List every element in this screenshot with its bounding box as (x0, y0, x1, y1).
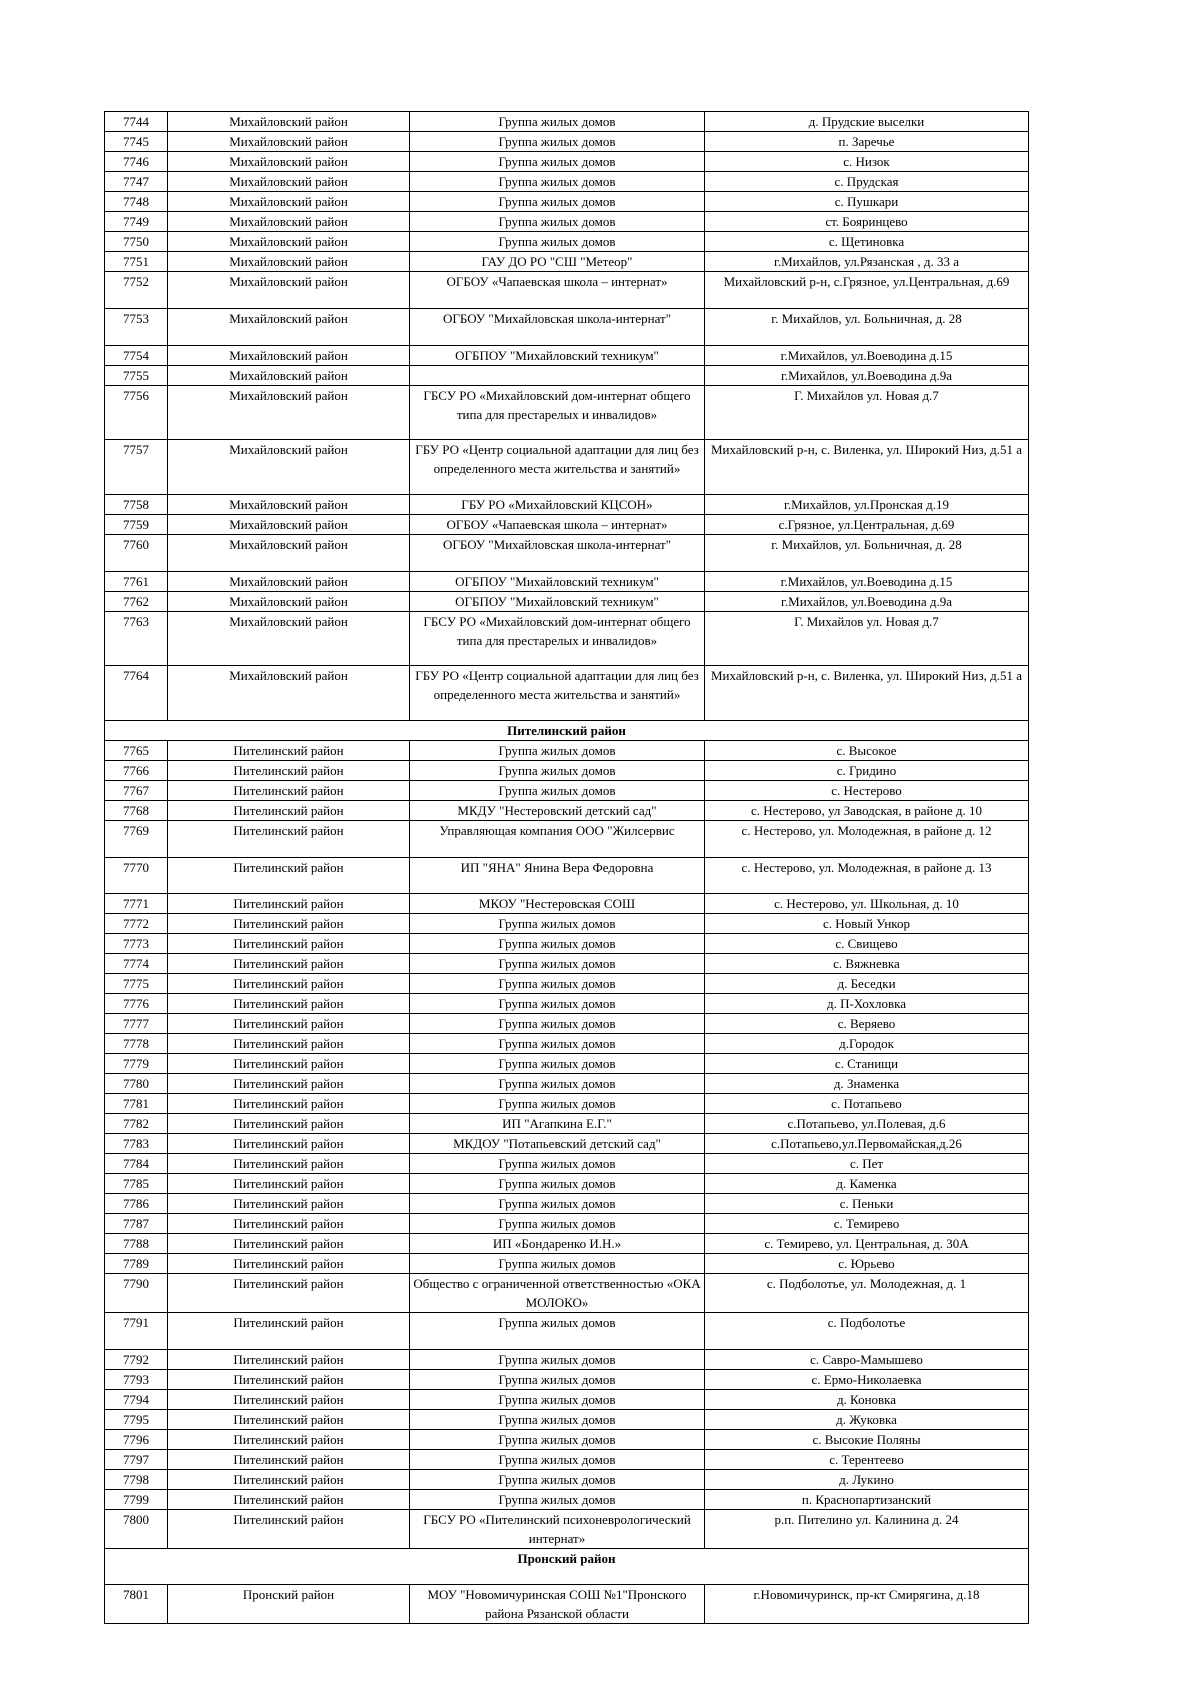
cell-address: г.Михайлов, ул.Воеводина д.15 (705, 346, 1029, 366)
cell-address: с. Высокие Поляны (705, 1430, 1029, 1450)
cell-address: г.Новомичуринск, пр-кт Смирягина, д.18 (705, 1585, 1029, 1624)
cell-number: 7789 (105, 1254, 168, 1274)
cell-object: Группа жилых домов (410, 994, 705, 1014)
cell-number: 7757 (105, 440, 168, 495)
cell-address: д. Прудские выселки (705, 112, 1029, 132)
cell-address: с. Юрьево (705, 1254, 1029, 1274)
cell-district: Пронский район (168, 1585, 410, 1624)
cell-object: Группа жилых домов (410, 914, 705, 934)
cell-district: Пителинский район (168, 1174, 410, 1194)
cell-district: Михайловский район (168, 612, 410, 666)
cell-district: Михайловский район (168, 346, 410, 366)
cell-object: ГБСУ РО «Михайловский дом-интернат общего типа для престарелых и инвалидов» (410, 386, 705, 440)
cell-district: Михайловский район (168, 192, 410, 212)
cell-address: с. Темирево (705, 1214, 1029, 1234)
table-row (105, 858, 1029, 894)
cell-object: МКДУ "Нестеровский детский сад" (410, 801, 705, 821)
cell-object: Группа жилых домов (410, 1174, 705, 1194)
cell-number: 7782 (105, 1114, 168, 1134)
cell-district: Пителинский район (168, 821, 410, 858)
cell-district: Михайловский район (168, 495, 410, 515)
table-row (105, 1114, 1029, 1134)
cell-address: д. Коновка (705, 1390, 1029, 1410)
table-row (105, 1074, 1029, 1094)
cell-address: с. Подболотье (705, 1313, 1029, 1350)
cell-object: Группа жилых домов (410, 1470, 705, 1490)
cell-number: 7785 (105, 1174, 168, 1194)
cell-number: 7751 (105, 252, 168, 272)
table-body (105, 112, 1029, 1624)
cell-object: Группа жилых домов (410, 192, 705, 212)
cell-number: 7749 (105, 212, 168, 232)
cell-district: Пителинский район (168, 1134, 410, 1154)
cell-number: 7744 (105, 112, 168, 132)
cell-address: с. Свищево (705, 934, 1029, 954)
cell-district: Пителинский район (168, 1054, 410, 1074)
cell-district: Пителинский район (168, 1034, 410, 1054)
cell-address: Михайловский р-н, с. Виленка, ул. Широкий Низ, д.51 а (705, 440, 1029, 495)
section-header-row (105, 721, 1029, 741)
table-row (105, 1154, 1029, 1174)
cell-number: 7761 (105, 572, 168, 592)
table-row (105, 535, 1029, 572)
cell-object: Группа жилых домов (410, 212, 705, 232)
cell-address: г. Михайлов, ул. Больничная, д. 28 (705, 535, 1029, 572)
cell-number: 7787 (105, 1214, 168, 1234)
cell-object: ГБСУ РО «Михайловский дом-интернат общего типа для престарелых и инвалидов» (410, 612, 705, 666)
table-row (105, 914, 1029, 934)
cell-object: Группа жилых домов (410, 934, 705, 954)
cell-address: г. Михайлов, ул. Больничная, д. 28 (705, 309, 1029, 346)
cell-number: 7769 (105, 821, 168, 858)
cell-address: п. Краснопартизанский (705, 1490, 1029, 1510)
cell-number: 7776 (105, 994, 168, 1014)
cell-object: Группа жилых домов (410, 954, 705, 974)
cell-district: Пителинский район (168, 1234, 410, 1254)
table-row (105, 821, 1029, 858)
cell-number: 7778 (105, 1034, 168, 1054)
cell-number: 7746 (105, 152, 168, 172)
cell-district: Пителинский район (168, 1254, 410, 1274)
table-row (105, 272, 1029, 309)
cell-district: Пителинский район (168, 801, 410, 821)
table-row (105, 152, 1029, 172)
cell-object: Группа жилых домов (410, 974, 705, 994)
cell-number: 7768 (105, 801, 168, 821)
cell-address: с. Нестерово, ул. Молодежная, в районе д. 13 (705, 858, 1029, 894)
cell-number: 7793 (105, 1370, 168, 1390)
table-row (105, 572, 1029, 592)
cell-number: 7766 (105, 761, 168, 781)
cell-address: г.Михайлов, ул.Воеводина д.9а (705, 366, 1029, 386)
table-row (105, 666, 1029, 721)
cell-object: Группа жилых домов (410, 1194, 705, 1214)
table-row (105, 1370, 1029, 1390)
cell-district: Михайловский район (168, 572, 410, 592)
cell-district: Пителинский район (168, 1114, 410, 1134)
cell-object: Группа жилых домов (410, 1490, 705, 1510)
table-row (105, 1254, 1029, 1274)
table-row (105, 1585, 1029, 1624)
cell-number: 7783 (105, 1134, 168, 1154)
cell-address: с. Станищи (705, 1054, 1029, 1074)
table-row (105, 612, 1029, 666)
cell-number: 7801 (105, 1585, 168, 1624)
cell-object: ОГБПОУ "Михайловский техникум" (410, 346, 705, 366)
cell-number: 7796 (105, 1430, 168, 1450)
cell-district: Пителинский район (168, 894, 410, 914)
cell-number: 7762 (105, 592, 168, 612)
cell-object: Группа жилых домов (410, 1370, 705, 1390)
cell-object: МКДОУ "Потапьевский детский сад" (410, 1134, 705, 1154)
cell-number: 7799 (105, 1490, 168, 1510)
cell-address: д. П-Хохловка (705, 994, 1029, 1014)
cell-number: 7786 (105, 1194, 168, 1214)
cell-number: 7763 (105, 612, 168, 666)
cell-address: г.Михайлов, ул.Воеводина д.15 (705, 572, 1029, 592)
cell-object: ГБУ РО «Центр социальной адаптации для лиц без определенного места жительства и занятий» (410, 666, 705, 721)
cell-object: МКОУ "Нестеровская СОШ (410, 894, 705, 914)
cell-district: Пителинский район (168, 858, 410, 894)
cell-address: с. Нестерово, ул. Школьная, д. 10 (705, 894, 1029, 914)
table-row (105, 781, 1029, 801)
cell-number: 7790 (105, 1274, 168, 1313)
cell-object: Группа жилых домов (410, 781, 705, 801)
cell-object: ГБУ РО «Михайловский КЦСОН» (410, 495, 705, 515)
cell-district: Михайловский район (168, 172, 410, 192)
cell-object (410, 366, 705, 386)
cell-address: с. Вяжневка (705, 954, 1029, 974)
cell-district: Пителинский район (168, 781, 410, 801)
table-row (105, 132, 1029, 152)
cell-number: 7765 (105, 741, 168, 761)
cell-address: с. Веряево (705, 1014, 1029, 1034)
cell-number: 7772 (105, 914, 168, 934)
cell-object: Управляющая компания ООО "Жилсервис (410, 821, 705, 858)
cell-object: Группа жилых домов (410, 132, 705, 152)
cell-object: Группа жилых домов (410, 1014, 705, 1034)
table-row (105, 1234, 1029, 1254)
table-row (105, 894, 1029, 914)
cell-object: Группа жилых домов (410, 1154, 705, 1174)
cell-address: Г. Михайлов ул. Новая д.7 (705, 386, 1029, 440)
cell-address: с. Нестерово (705, 781, 1029, 801)
table-row (105, 1274, 1029, 1313)
section-header-row (105, 1549, 1029, 1585)
cell-number: 7760 (105, 535, 168, 572)
cell-object: ГБСУ РО «Пителинский психоневрологический интернат» (410, 1510, 705, 1549)
cell-object: Группа жилых домов (410, 1074, 705, 1094)
table-row (105, 1510, 1029, 1549)
cell-number: 7795 (105, 1410, 168, 1430)
cell-district: Пителинский район (168, 1510, 410, 1549)
cell-object: ОГБОУ «Чапаевская школа – интернат» (410, 515, 705, 535)
cell-object: ГАУ ДО РО "СШ "Метеор" (410, 252, 705, 272)
cell-object: МОУ "Новомичуринская СОШ №1"Пронского района Рязанской области (410, 1585, 705, 1624)
cell-address: с. Гридино (705, 761, 1029, 781)
cell-district: Михайловский район (168, 152, 410, 172)
cell-number: 7753 (105, 309, 168, 346)
cell-address: с. Нестерово, ул Заводская, в районе д. 10 (705, 801, 1029, 821)
cell-address: Михайловский р-н, с.Грязное, ул.Центральная, д.69 (705, 272, 1029, 309)
cell-number: 7750 (105, 232, 168, 252)
table-row (105, 801, 1029, 821)
table-row (105, 1350, 1029, 1370)
cell-district: Пителинский район (168, 1450, 410, 1470)
cell-district: Пителинский район (168, 1390, 410, 1410)
cell-object: ОГБПОУ "Михайловский техникум" (410, 592, 705, 612)
cell-address: д. Каменка (705, 1174, 1029, 1194)
cell-district: Пителинский район (168, 761, 410, 781)
cell-district: Пителинский район (168, 1470, 410, 1490)
cell-address: с. Щетиновка (705, 232, 1029, 252)
table-row (105, 366, 1029, 386)
cell-address: с. Темирево, ул. Центральная, д. 30А (705, 1234, 1029, 1254)
cell-number: 7773 (105, 934, 168, 954)
cell-address: д. Знаменка (705, 1074, 1029, 1094)
cell-object: Группа жилых домов (410, 1350, 705, 1370)
cell-address: ст. Бояринцево (705, 212, 1029, 232)
cell-number: 7788 (105, 1234, 168, 1254)
cell-number: 7774 (105, 954, 168, 974)
cell-number: 7745 (105, 132, 168, 152)
cell-district: Пителинский район (168, 1313, 410, 1350)
cell-address: с. Савро-Мамышево (705, 1350, 1029, 1370)
cell-object: Группа жилых домов (410, 1450, 705, 1470)
table-row (105, 1470, 1029, 1490)
cell-number: 7779 (105, 1054, 168, 1074)
table-row (105, 1194, 1029, 1214)
cell-district: Пителинский район (168, 1154, 410, 1174)
cell-object: Группа жилых домов (410, 1254, 705, 1274)
table-row (105, 386, 1029, 440)
cell-object: ОГБОУ «Чапаевская школа – интернат» (410, 272, 705, 309)
table-row (105, 192, 1029, 212)
cell-object: Группа жилых домов (410, 1410, 705, 1430)
cell-number: 7771 (105, 894, 168, 914)
cell-district: Пителинский район (168, 1350, 410, 1370)
cell-address: с. Потапьево (705, 1094, 1029, 1114)
cell-address: д. Жуковка (705, 1410, 1029, 1430)
cell-address: с. Высокое (705, 741, 1029, 761)
cell-district: Пителинский район (168, 914, 410, 934)
cell-number: 7747 (105, 172, 168, 192)
cell-district: Пителинский район (168, 1430, 410, 1450)
table-row (105, 1034, 1029, 1054)
cell-number: 7756 (105, 386, 168, 440)
table-row (105, 212, 1029, 232)
cell-address: г.Михайлов, ул.Пронская д.19 (705, 495, 1029, 515)
cell-address: с. Пет (705, 1154, 1029, 1174)
cell-district: Пителинский район (168, 1094, 410, 1114)
cell-number: 7775 (105, 974, 168, 994)
cell-address: с. Ермо-Николаевка (705, 1370, 1029, 1390)
cell-district: Михайловский район (168, 535, 410, 572)
cell-district: Пителинский район (168, 1274, 410, 1313)
cell-address: п. Заречье (705, 132, 1029, 152)
table-row (105, 1450, 1029, 1470)
cell-district: Михайловский район (168, 132, 410, 152)
cell-object: Группа жилых домов (410, 761, 705, 781)
cell-district: Пителинский район (168, 1490, 410, 1510)
cell-number: 7759 (105, 515, 168, 535)
table-row (105, 252, 1029, 272)
cell-district: Пителинский район (168, 974, 410, 994)
objects-table (104, 111, 1029, 1624)
cell-district: Михайловский район (168, 386, 410, 440)
cell-district: Пителинский район (168, 1074, 410, 1094)
cell-number: 7764 (105, 666, 168, 721)
cell-address: Г. Михайлов ул. Новая д.7 (705, 612, 1029, 666)
table-row (105, 1390, 1029, 1410)
cell-object: Группа жилых домов (410, 1054, 705, 1074)
cell-district: Михайловский район (168, 440, 410, 495)
cell-address: с. Подболотье, ул. Молодежная, д. 1 (705, 1274, 1029, 1313)
cell-object: Общество с ограниченной ответственностью «ОКА МОЛОКО» (410, 1274, 705, 1313)
table-row (105, 592, 1029, 612)
cell-district: Михайловский район (168, 515, 410, 535)
cell-district: Пителинский район (168, 1194, 410, 1214)
cell-number: 7784 (105, 1154, 168, 1174)
cell-number: 7798 (105, 1470, 168, 1490)
cell-address: Михайловский р-н, с. Виленка, ул. Широкий Низ, д.51 а (705, 666, 1029, 721)
cell-object: Группа жилых домов (410, 152, 705, 172)
cell-number: 7748 (105, 192, 168, 212)
table-row (105, 172, 1029, 192)
cell-number: 7777 (105, 1014, 168, 1034)
cell-address: г.Михайлов, ул.Воеводина д.9а (705, 592, 1029, 612)
cell-address: с. Новый Ункор (705, 914, 1029, 934)
cell-number: 7794 (105, 1390, 168, 1410)
cell-district: Пителинский район (168, 741, 410, 761)
cell-number: 7780 (105, 1074, 168, 1094)
cell-address: с. Терентеево (705, 1450, 1029, 1470)
table-row (105, 1410, 1029, 1430)
cell-district: Пителинский район (168, 1410, 410, 1430)
cell-district: Пителинский район (168, 1214, 410, 1234)
cell-object: Группа жилых домов (410, 1430, 705, 1450)
cell-address: д. Беседки (705, 974, 1029, 994)
cell-district: Михайловский район (168, 112, 410, 132)
table-row (105, 1134, 1029, 1154)
table-row (105, 1174, 1029, 1194)
cell-address: с. Пеньки (705, 1194, 1029, 1214)
cell-object: Группа жилых домов (410, 232, 705, 252)
table-row (105, 515, 1029, 535)
cell-address: с. Пушкари (705, 192, 1029, 212)
cell-address: с. Низок (705, 152, 1029, 172)
table-row (105, 346, 1029, 366)
cell-object: Группа жилых домов (410, 1034, 705, 1054)
cell-district: Михайловский район (168, 272, 410, 309)
cell-number: 7758 (105, 495, 168, 515)
cell-number: 7781 (105, 1094, 168, 1114)
cell-address: д.Городок (705, 1034, 1029, 1054)
cell-district: Пителинский район (168, 1014, 410, 1034)
table-row (105, 309, 1029, 346)
table-row (105, 954, 1029, 974)
cell-object: ИП "Агапкина Е.Г." (410, 1114, 705, 1134)
table-row (105, 495, 1029, 515)
table-row (105, 440, 1029, 495)
cell-address: с.Грязное, ул.Центральная, д.69 (705, 515, 1029, 535)
cell-object: Группа жилых домов (410, 1313, 705, 1350)
table-row (105, 1430, 1029, 1450)
cell-object: Группа жилых домов (410, 1390, 705, 1410)
cell-object: Группа жилых домов (410, 741, 705, 761)
cell-district: Михайловский район (168, 232, 410, 252)
cell-district: Михайловский район (168, 366, 410, 386)
cell-address: с. Нестерово, ул. Молодежная, в районе д. 12 (705, 821, 1029, 858)
table-row (105, 1490, 1029, 1510)
cell-number: 7754 (105, 346, 168, 366)
table-row (105, 974, 1029, 994)
cell-district: Михайловский район (168, 252, 410, 272)
cell-number: 7770 (105, 858, 168, 894)
cell-district: Михайловский район (168, 592, 410, 612)
cell-number: 7800 (105, 1510, 168, 1549)
cell-district: Пителинский район (168, 994, 410, 1014)
table-row (105, 232, 1029, 252)
cell-address: г.Михайлов, ул.Рязанская , д. 33 а (705, 252, 1029, 272)
cell-address: д. Лукино (705, 1470, 1029, 1490)
cell-number: 7752 (105, 272, 168, 309)
section-title: Пронский район (105, 1549, 1029, 1585)
table-row (105, 112, 1029, 132)
table-row (105, 1214, 1029, 1234)
cell-number: 7792 (105, 1350, 168, 1370)
cell-object: ИП "ЯНА" Янина Вера Федоровна (410, 858, 705, 894)
table-row (105, 1094, 1029, 1114)
cell-address: с.Потапьево, ул.Полевая, д.6 (705, 1114, 1029, 1134)
cell-object: Группа жилых домов (410, 1094, 705, 1114)
cell-object: ОГБОУ "Михайловская школа-интернат" (410, 309, 705, 346)
table-row (105, 1014, 1029, 1034)
cell-object: Группа жилых домов (410, 172, 705, 192)
cell-number: 7797 (105, 1450, 168, 1470)
cell-object: ОГБОУ "Михайловская школа-интернат" (410, 535, 705, 572)
section-title: Пителинский район (105, 721, 1029, 741)
cell-number: 7791 (105, 1313, 168, 1350)
cell-district: Михайловский район (168, 212, 410, 232)
cell-district: Пителинский район (168, 934, 410, 954)
cell-object: ИП «Бондаренко И.Н.» (410, 1234, 705, 1254)
cell-object: ОГБПОУ "Михайловский техникум" (410, 572, 705, 592)
cell-address: р.п. Пителино ул. Калинина д. 24 (705, 1510, 1029, 1549)
cell-district: Пителинский район (168, 1370, 410, 1390)
table-row (105, 934, 1029, 954)
cell-district: Михайловский район (168, 309, 410, 346)
table-row (105, 994, 1029, 1014)
cell-district: Пителинский район (168, 954, 410, 974)
cell-object: Группа жилых домов (410, 112, 705, 132)
table-row (105, 1313, 1029, 1350)
cell-object: Группа жилых домов (410, 1214, 705, 1234)
cell-number: 7755 (105, 366, 168, 386)
cell-district: Михайловский район (168, 666, 410, 721)
table-row (105, 741, 1029, 761)
table-row (105, 1054, 1029, 1074)
cell-object: ГБУ РО «Центр социальной адаптации для лиц без определенного места жительства и занятий» (410, 440, 705, 495)
cell-address: с. Прудская (705, 172, 1029, 192)
cell-address: с.Потапьево,ул.Первомайская,д.26 (705, 1134, 1029, 1154)
cell-number: 7767 (105, 781, 168, 801)
table-row (105, 761, 1029, 781)
